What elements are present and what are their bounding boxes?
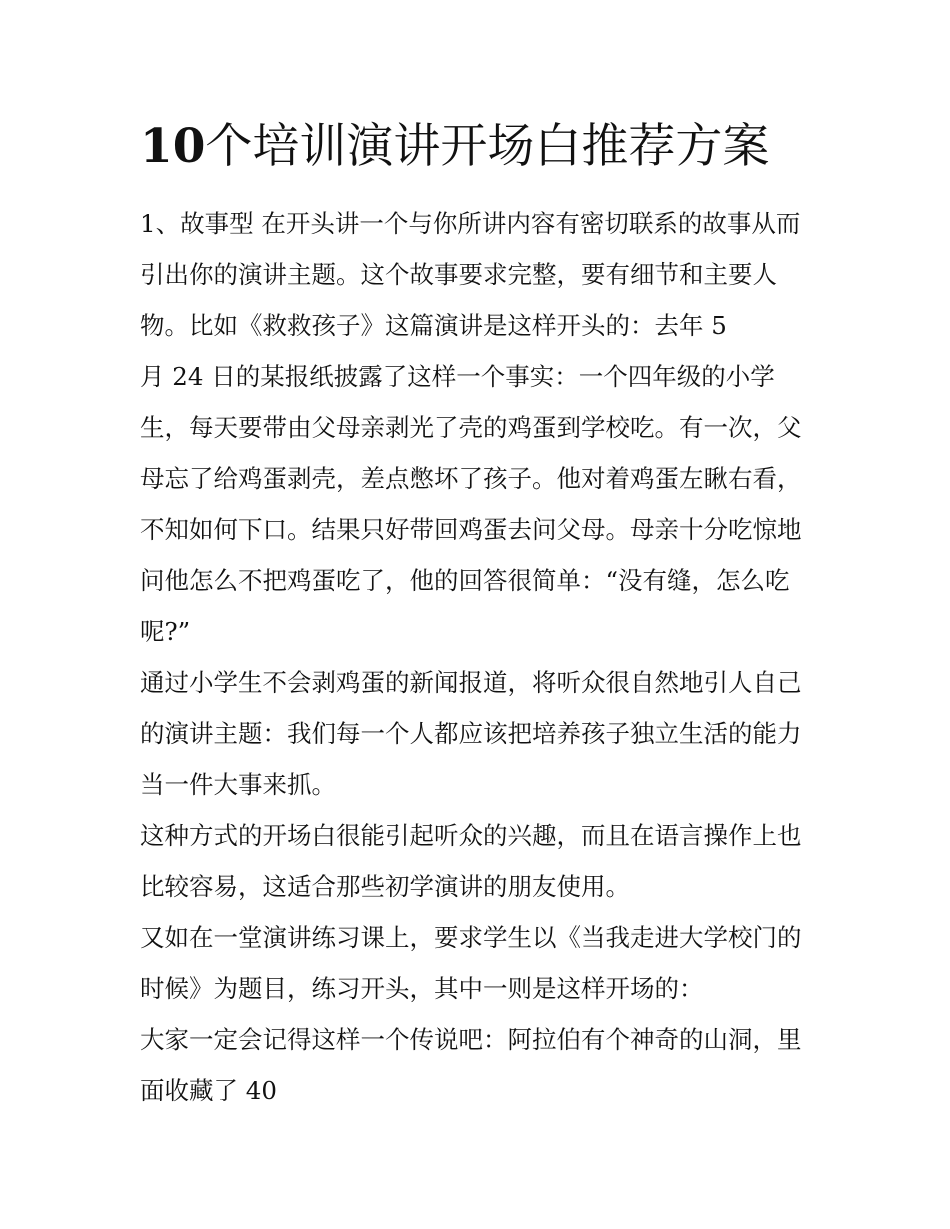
- text-line: 通过小学生不会剥鸡蛋的新闻报道，将听众很自然地引人自己: [140, 668, 802, 697]
- text-line: 引出你的演讲主题。这个故事要求完整，要有细节和主要人: [140, 260, 777, 289]
- text-line: 不知如何下口。结果只好带回鸡蛋去问父母。母亲十分吃惊地: [140, 515, 802, 544]
- text-line: 又如在一堂演讲练习课上，要求学生以《当我走进大学校门的: [140, 923, 802, 952]
- text-line: 1、故事型 在开头讲一个与你所讲内容有密切联系的故事从而: [140, 209, 801, 238]
- text-line: 时候》为题目，练习开头，其中一则是这样开场的：: [140, 974, 704, 1003]
- text-line: 月 24 日的某报纸披露了这样一个事实：一个四年级的小学: [140, 362, 775, 391]
- text-line: 比较容易，这适合那些初学演讲的朋友使用。: [140, 872, 630, 901]
- text-line: 问他怎么不把鸡蛋吃了，他的回答很简单：“没有缝，怎么吃: [140, 566, 790, 595]
- title-text: 个培训演讲开场白推荐方案: [205, 119, 770, 174]
- text-line: 呢?”: [140, 617, 191, 646]
- page-title: [140, 112, 769, 182]
- text-line: 母忘了给鸡蛋剥壳，差点憋坏了孩子。他对着鸡蛋左瞅右看，: [140, 464, 802, 493]
- body-text: [140, 200, 820, 1118]
- text-line: 面收藏了 40: [140, 1076, 277, 1105]
- text-line: 物。比如《救救孩子》这篇演讲是这样开头的：去年 5: [140, 311, 727, 340]
- title-number: 10: [140, 119, 206, 174]
- text-line: 这种方式的开场白很能引起听众的兴趣，而且在语言操作上也: [140, 821, 802, 850]
- text-line: 当一件大事来抓。: [140, 770, 336, 799]
- text-line: 的演讲主题：我们每一个人都应该把培养孩子独立生活的能力: [140, 719, 802, 748]
- text-line: 大家一定会记得这样一个传说吧：阿拉伯有个神奇的山洞，里: [140, 1025, 802, 1054]
- text-line: 生，每天要带由父母亲剥光了壳的鸡蛋到学校吃。有一次，父: [140, 413, 802, 442]
